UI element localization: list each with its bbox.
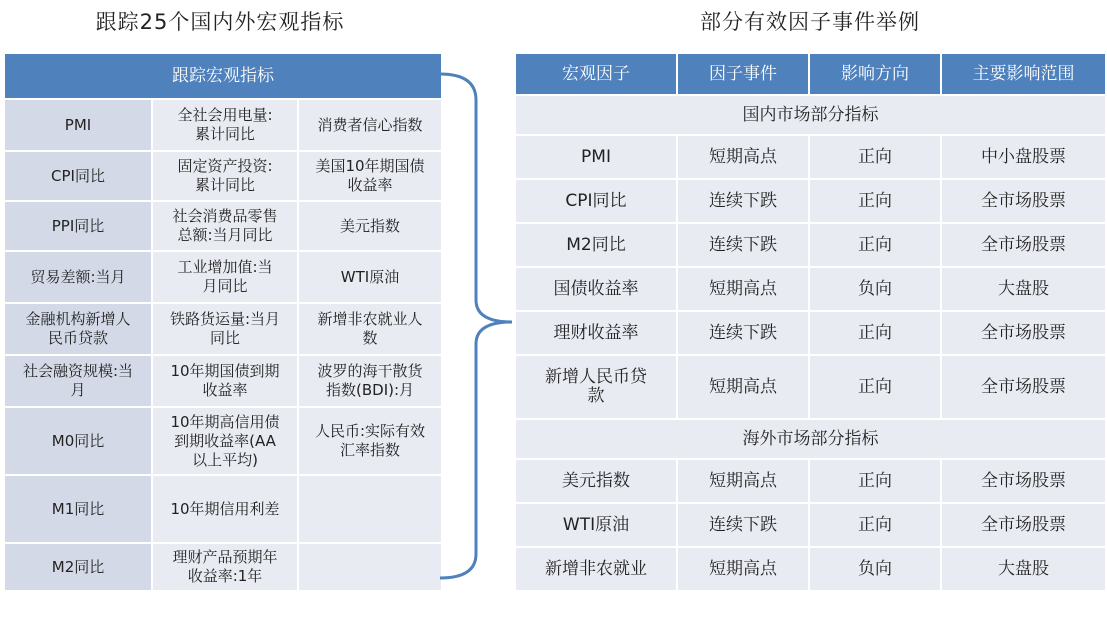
factor-cell: 连续下跌 xyxy=(677,223,809,267)
factor-cell: 美元指数 xyxy=(515,459,677,503)
section-label: 国内市场部分指标 xyxy=(515,95,1106,135)
column-header: 宏观因子 xyxy=(515,53,677,95)
column-header: 主要影响范围 xyxy=(941,53,1106,95)
indicator-cell: 10年期信用利差 xyxy=(152,475,298,543)
factor-cell: 短期高点 xyxy=(677,267,809,311)
factor-cell: 负向 xyxy=(809,547,941,591)
indicator-cell: 固定资产投资: 累计同比 xyxy=(152,151,298,201)
table-row xyxy=(515,547,1106,591)
indicator-cell: 波罗的海干散货 指数(BDI):月 xyxy=(298,355,442,407)
factor-cell: 大盘股 xyxy=(941,267,1106,311)
indicator-cell: 铁路货运量:当月 同比 xyxy=(152,303,298,355)
table-row xyxy=(515,311,1106,355)
indicator-cell: 工业增加值:当 月同比 xyxy=(152,251,298,303)
section-label: 海外市场部分指标 xyxy=(515,419,1106,459)
factor-cell: 新增非农就业 xyxy=(515,547,677,591)
factor-cell: 全市场股票 xyxy=(941,311,1106,355)
table-row xyxy=(4,543,442,591)
indicator-cell: 10年期国债到期 收益率 xyxy=(152,355,298,407)
indicator-cell: 美元指数 xyxy=(298,201,442,251)
indicator-cell xyxy=(298,543,442,591)
indicator-cell: 美国10年期国债 收益率 xyxy=(298,151,442,201)
table-row xyxy=(4,407,442,475)
bracket-connector xyxy=(436,60,516,580)
factor-cell: 新增人民币贷 款 xyxy=(515,355,677,419)
factor-cell: 正向 xyxy=(809,355,941,419)
indicator-cell: 理财产品预期年 收益率:1年 xyxy=(152,543,298,591)
section-row xyxy=(515,95,1106,135)
factor-cell: 短期高点 xyxy=(677,547,809,591)
factor-cell: PMI xyxy=(515,135,677,179)
factor-cell: 全市场股票 xyxy=(941,223,1106,267)
indicator-cell xyxy=(298,475,442,543)
table-row xyxy=(4,251,442,303)
factor-cell: 连续下跌 xyxy=(677,311,809,355)
indicator-cell: 社会融资规模:当 月 xyxy=(4,355,152,407)
table-row xyxy=(4,475,442,543)
column-header: 因子事件 xyxy=(677,53,809,95)
table-row xyxy=(4,303,442,355)
section-row xyxy=(515,419,1106,459)
factor-cell: 正向 xyxy=(809,503,941,547)
indicator-cell: M1同比 xyxy=(4,475,152,543)
factor-cell: 理财收益率 xyxy=(515,311,677,355)
table-row xyxy=(515,503,1106,547)
factor-cell: 正向 xyxy=(809,311,941,355)
factor-cell: 全市场股票 xyxy=(941,503,1106,547)
indicator-cell: CPI同比 xyxy=(4,151,152,201)
factor-cell: 正向 xyxy=(809,459,941,503)
table-row xyxy=(515,267,1106,311)
factor-cell: 全市场股票 xyxy=(941,179,1106,223)
factor-cell: 连续下跌 xyxy=(677,179,809,223)
indicator-cell: 人民币:实际有效 汇率指数 xyxy=(298,407,442,475)
factor-cell: M2同比 xyxy=(515,223,677,267)
indicator-cell: 贸易差额:当月 xyxy=(4,251,152,303)
indicator-cell: WTI原油 xyxy=(298,251,442,303)
factor-cell: 全市场股票 xyxy=(941,355,1106,419)
indicator-cell: M0同比 xyxy=(4,407,152,475)
factor-cell: 中小盘股票 xyxy=(941,135,1106,179)
factor-cell: 正向 xyxy=(809,179,941,223)
factor-cell: 短期高点 xyxy=(677,459,809,503)
indicator-cell: 社会消费品零售 总额:当月同比 xyxy=(152,201,298,251)
factor-cell: 短期高点 xyxy=(677,135,809,179)
table-row xyxy=(515,355,1106,419)
table-row xyxy=(4,99,442,151)
factor-cell: 连续下跌 xyxy=(677,503,809,547)
table-row xyxy=(515,223,1106,267)
indicator-cell: PMI xyxy=(4,99,152,151)
table-row xyxy=(4,355,442,407)
factor-cell: 正向 xyxy=(809,223,941,267)
table-row xyxy=(4,201,442,251)
factor-cell: 正向 xyxy=(809,135,941,179)
factor-cell: 全市场股票 xyxy=(941,459,1106,503)
table-row xyxy=(515,135,1106,179)
indicator-cell: M2同比 xyxy=(4,543,152,591)
factor-cell: CPI同比 xyxy=(515,179,677,223)
table-row xyxy=(515,459,1106,503)
indicator-cell: 新增非农就业人 数 xyxy=(298,303,442,355)
factor-cell: 负向 xyxy=(809,267,941,311)
indicator-cell: 10年期高信用债 到期收益率(AA 以上平均) xyxy=(152,407,298,475)
indicator-cell: 全社会用电量: 累计同比 xyxy=(152,99,298,151)
indicator-cell: 金融机构新增人 民币贷款 xyxy=(4,303,152,355)
factor-cell: WTI原油 xyxy=(515,503,677,547)
macro-indicators-table xyxy=(3,52,443,592)
indicator-cell: PPI同比 xyxy=(4,201,152,251)
table-row xyxy=(4,151,442,201)
right-panel-title: 部分有效因子事件举例 xyxy=(700,10,920,34)
factor-cell: 大盘股 xyxy=(941,547,1106,591)
left-panel-title: 跟踪25个国内外宏观指标 xyxy=(95,10,345,34)
factor-cell: 国债收益率 xyxy=(515,267,677,311)
table-row xyxy=(515,179,1106,223)
factor-cell: 短期高点 xyxy=(677,355,809,419)
indicator-cell: 消费者信心指数 xyxy=(298,99,442,151)
column-header: 影响方向 xyxy=(809,53,941,95)
macro-indicators-header: 跟踪宏观指标 xyxy=(4,53,442,99)
factor-events-table xyxy=(514,52,1107,592)
